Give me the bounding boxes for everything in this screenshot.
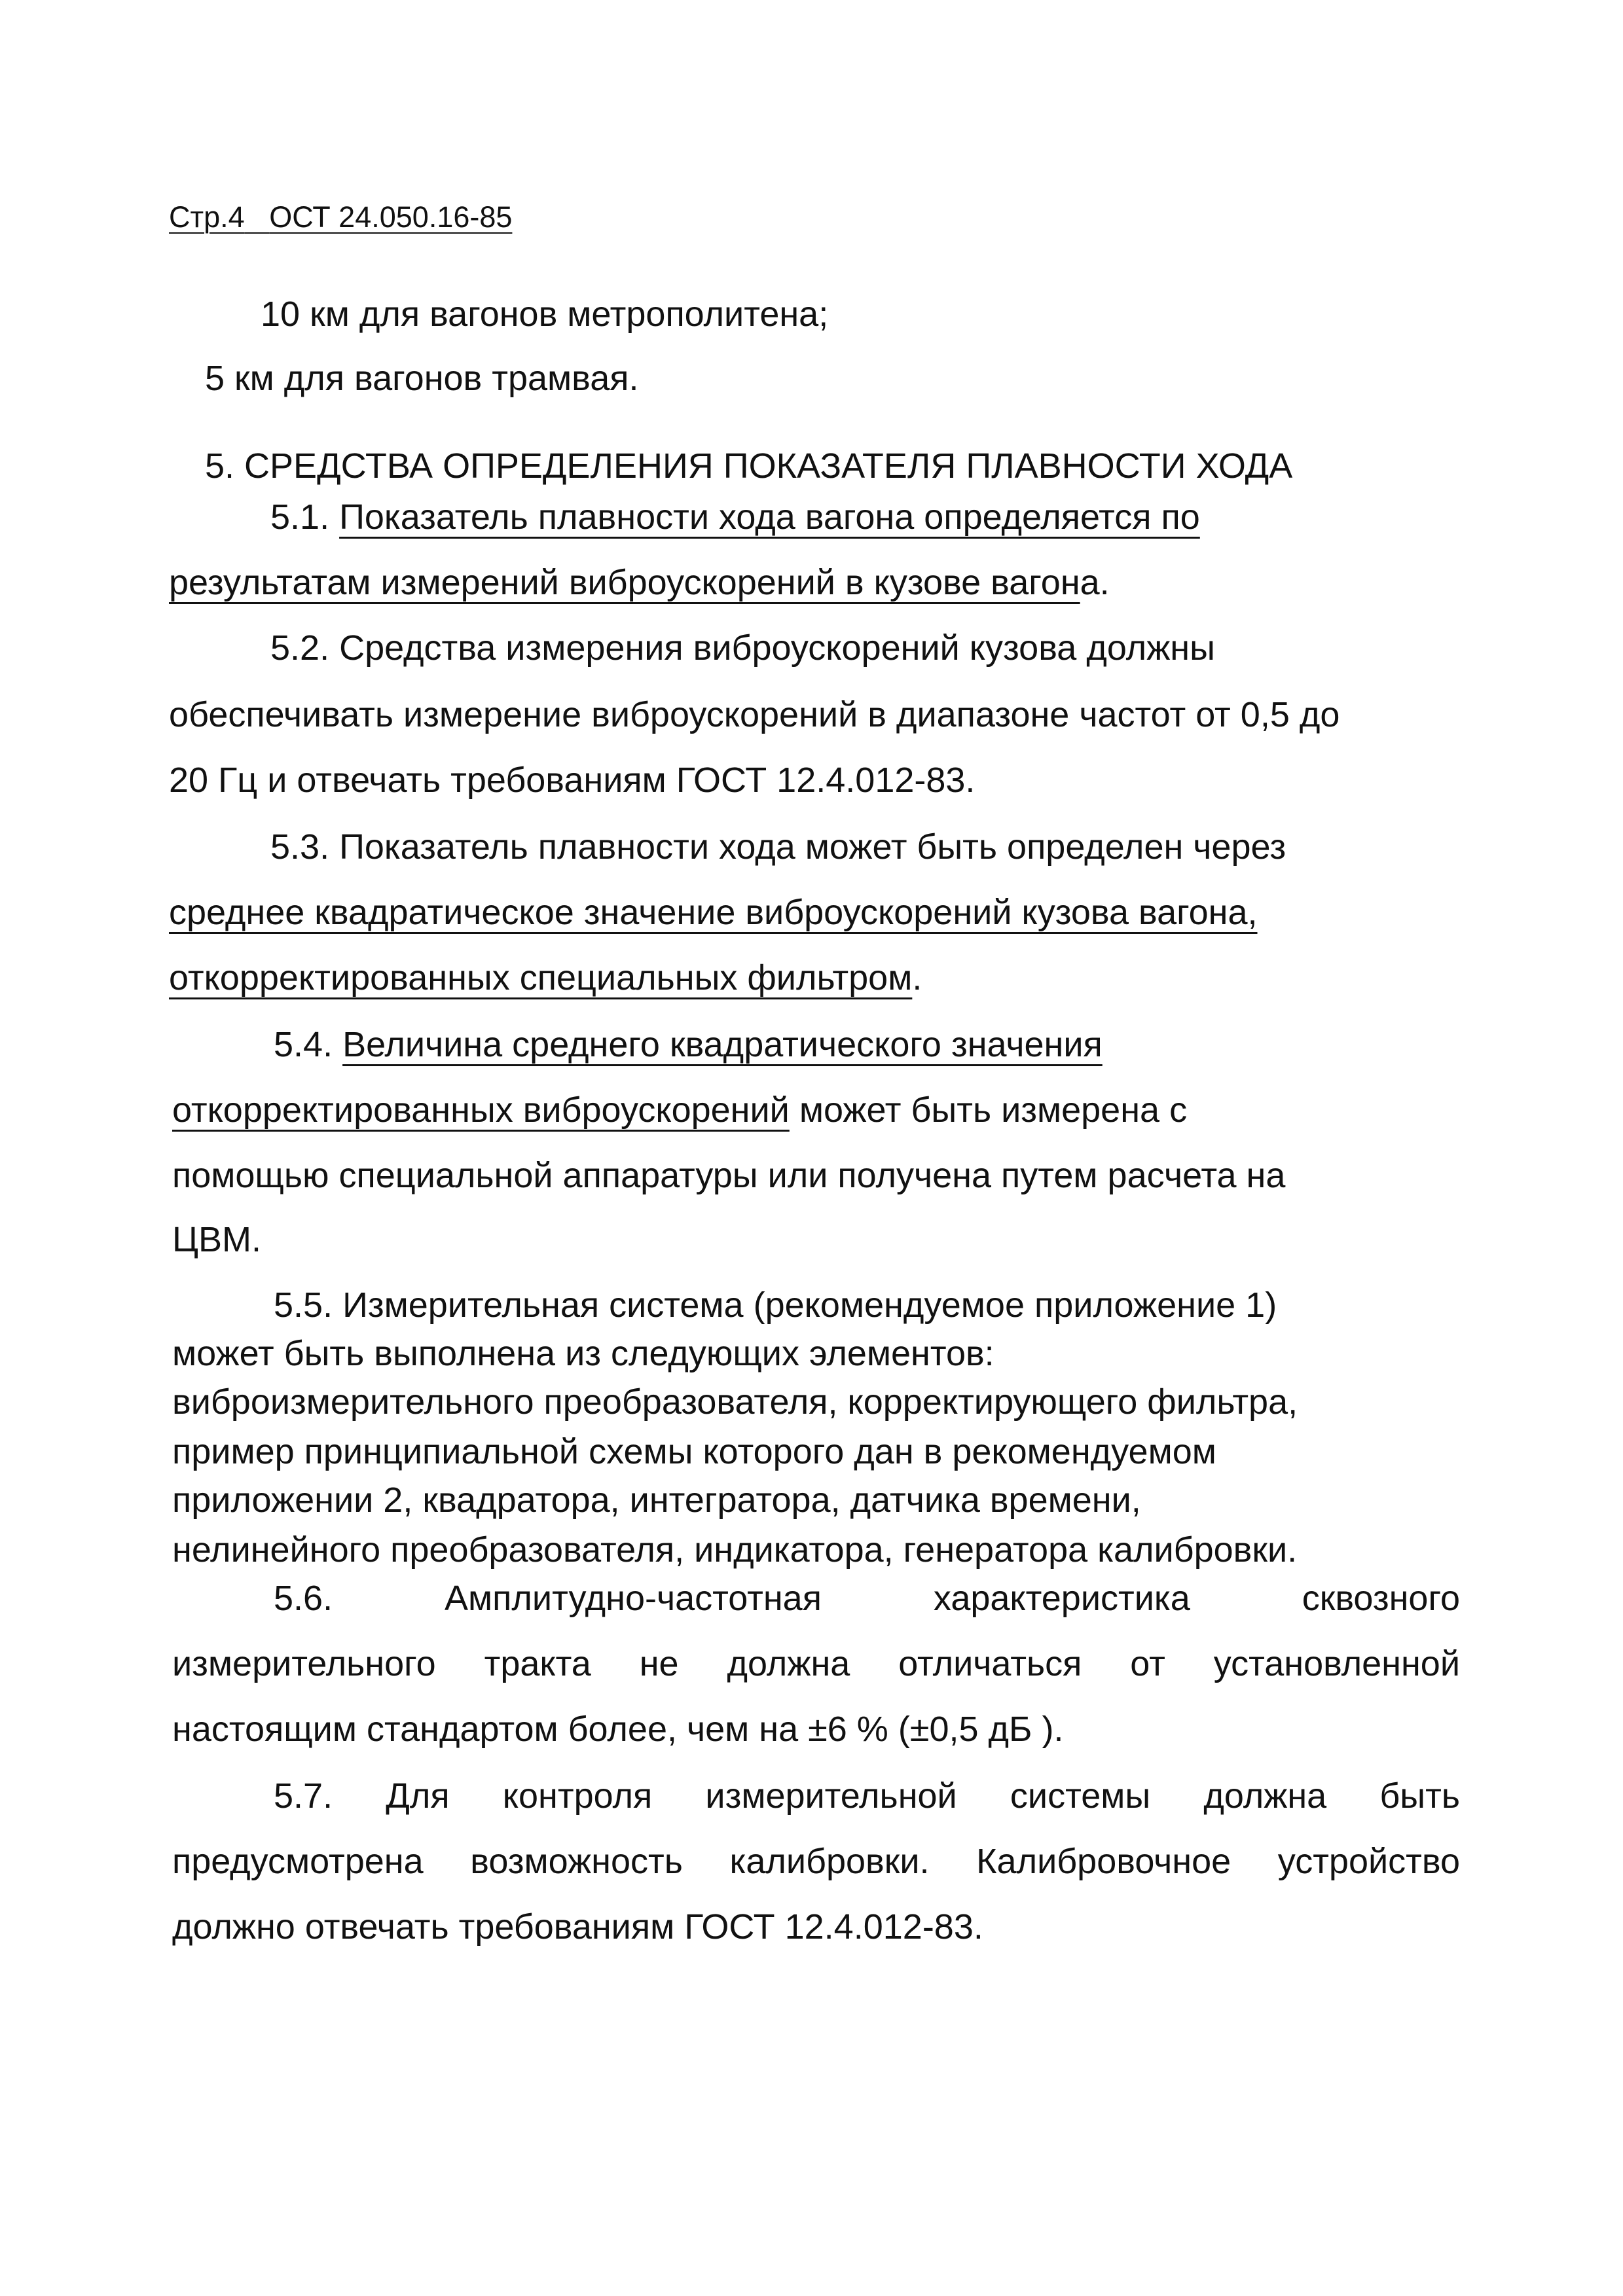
standard-code: ОСТ 24.050.16-85 [269, 200, 513, 234]
intro-tram: 5 км для вагонов трамвая. [205, 359, 639, 398]
p53-underlined: откорректированных специальных фильтром [169, 958, 913, 997]
p51-underlined: Показатель плавности хода вагона определяется по [339, 497, 1200, 537]
p55-line6: нелинейного преобразователя, индикатора, генератора калибровки. [172, 1530, 1298, 1570]
p52-line2: обеспечивать измерение виброускорений в диапазоне частот от 0,5 до [169, 695, 1340, 734]
p55-line4: пример принципиальной схемы которого дан в рекомендуемом [172, 1432, 1216, 1471]
p57-line3: должно отвечать требованиям ГОСТ 12.4.012-83. [172, 1907, 983, 1946]
p51-number: 5.1. [270, 497, 340, 537]
p55-line5: приложении 2, квадратора, интегратора, датчика времени, [172, 1480, 1141, 1520]
p51-underlined-2: результатам измерений виброускорений в кузове вагон [169, 563, 1080, 602]
p55-line3: виброизмерительного преобразователя, корректирующего фильтра, [172, 1382, 1298, 1422]
p54-underlined: Величина среднего квадратического значения [342, 1025, 1103, 1064]
p57-line2: предусмотрена возможность калибровки. Калибровочное устройство [172, 1842, 1460, 1881]
p55-line1: 5.5. Измерительная система (рекомендуемое приложение 1) [274, 1285, 1277, 1325]
p54-line2: откорректированных виброускорений может быть измерена с [172, 1090, 1188, 1130]
p54-line1 [274, 1024, 1103, 1066]
p54-line3: помощью специальной аппаратуры или получена путем расчета на [172, 1156, 1286, 1195]
section-title: 5. СРЕДСТВА ОПРЕДЕЛЕНИЯ ПОКАЗАТЕЛЯ ПЛАВНОСТИ ХОДА [205, 446, 1293, 486]
p53-line1: 5.3. Показатель плавности хода может быть определен через [270, 827, 1286, 867]
p55-line2: может быть выполнена из следующих элементов: [172, 1334, 994, 1373]
p56-line3: настоящим стандартом более, чем на ±6 % (±0,5 дБ ). [172, 1710, 1064, 1749]
p52-line3: 20 Гц и отвечать требованиям ГОСТ 12.4.012-83. [169, 761, 976, 800]
p51-line2: результатам измерений виброускорений в кузове вагона. [169, 563, 1110, 602]
p53-line3: откорректированных специальных фильтром. [169, 958, 922, 997]
p56-line1: 5.6. Амплитудно-частотная характеристика сквозного [274, 1579, 1460, 1618]
p54-underlined-2: откорректированных виброускорений [172, 1090, 790, 1130]
p51-line1 [270, 496, 1200, 538]
page-header [169, 196, 512, 238]
p54-line4: ЦВМ. [172, 1220, 261, 1259]
p57-line1: 5.7. Для контроля измерительной системы должна быть [274, 1776, 1460, 1816]
p53-line2: среднее квадратическое значение виброускорений кузова вагона, [169, 893, 1258, 932]
page-number: Стр.4 [169, 200, 245, 234]
p56-line2: измерительного тракта не должна отличаться от установленной [172, 1644, 1460, 1683]
p54-number: 5.4. [274, 1025, 343, 1064]
intro-metro: 10 км для вагонов метрополитена; [261, 295, 829, 334]
p52-line1: 5.2. Средства измерения виброускорений кузова должны [270, 628, 1215, 668]
